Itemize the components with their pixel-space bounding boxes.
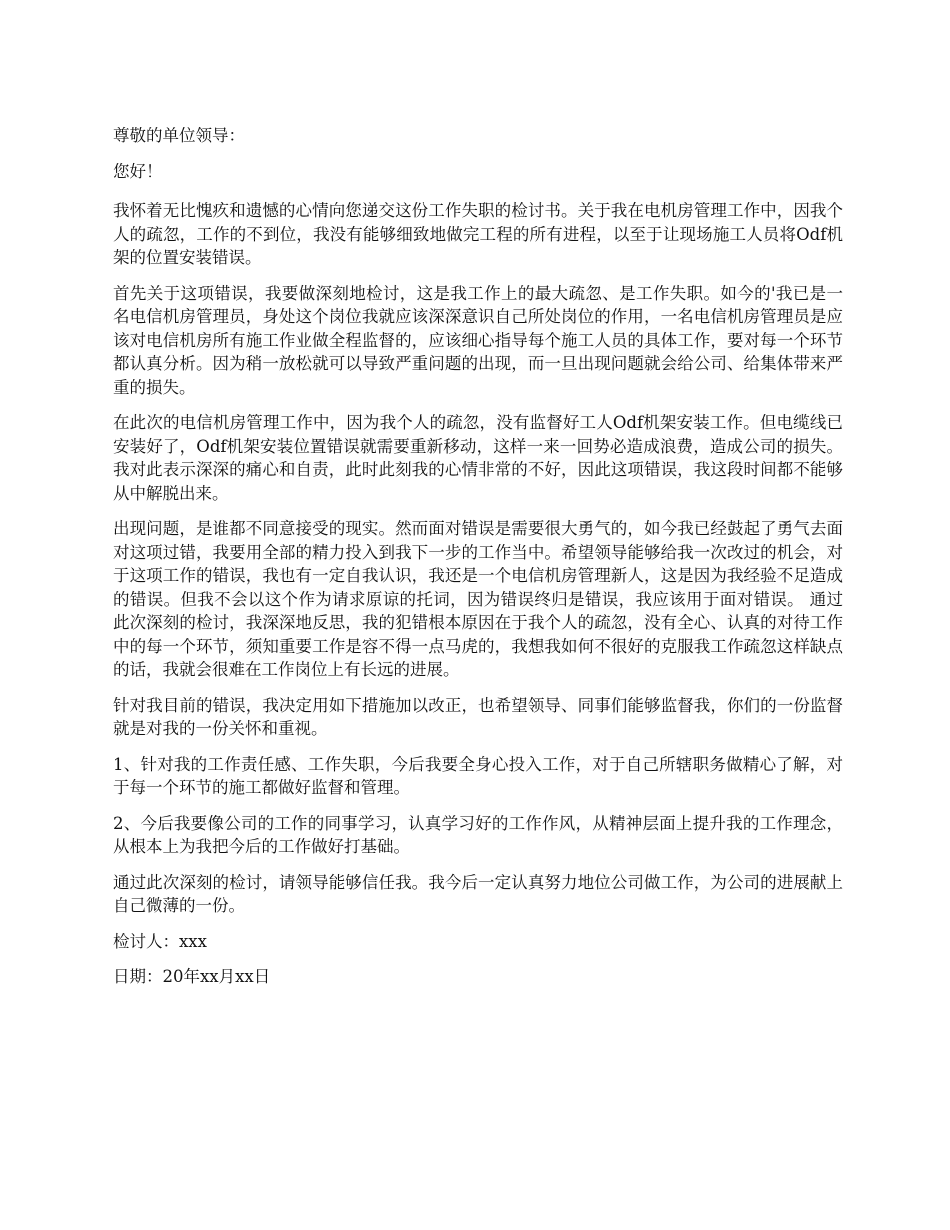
paragraph-measures-intro: 针对我目前的错误，我决定用如下措施加以改正，也希望领导、同事们能够监督我，你们的一份监督就是对我的一份关怀和重视。 [113,695,843,738]
date: 日期：20年xx月xx日 [113,967,271,986]
paragraph-measure-2: 2、今后我要像公司的工作的同事学习，认真学习好的工作作风，从精神层面上提升我的工作理念，从根本上为我把今后的工作做好打基础。 [113,813,843,856]
paragraph-incident: 在此次的电信机房管理工作中，因为我个人的疏忽，没有监督好工人Odf机架安装工作。但电缆线已安装好了，Odf机架安装位置错误就需要重新移动，这样一来一回势必造成浪费，造成公司的损失。我对此表示深深的痛心和自责，此时此刻我的心情非常的不好，因此这项错误，我这段时间都不能够从中解脱出来。 [113,413,843,503]
paragraph-closing: 通过此次深刻的检讨，请领导能够信任我。我今后一定认真努力地位公司做工作，为公司的进展献上自己微薄的一份。 [113,872,843,915]
document-body [113,124,843,1001]
paragraph-measure-1: 1、针对我的工作责任感、工作失职，今后我要全身心投入工作，对于自己所辖职务做精心了解，对于每一个环节的施工都做好监督和管理。 [113,754,843,797]
paragraph-intro: 我怀着无比愧疚和遗憾的心情向您递交这份工作失职的检讨书。关于我在电机房管理工作中，因我个人的疏忽，工作的不到位，我没有能够细致地做完工程的所有进程，以至于让现场施工人员将Odf机架的位置安装错误。 [113,201,843,267]
signer: 检讨人：xxx [113,931,207,951]
greeting: 您好！ [113,161,163,181]
paragraph-reflection: 出现问题，是谁都不同意接受的现实。然而面对错误是需要很大勇气的，如今我已经鼓起了勇气去面对这项过错，我要用全部的精力投入到我下一步的工作当中。希望领导能够给我一次改过的机会，对于这项工作的错误，我也有一定自我认识，我还是一个电信机房管理新人，这是因为我经验不足造成的错误。但我不会以这个作为请求原谅的托词，因为错误终归是错误，我应该用于面对错误。 通过此次深刻的检讨，我深深地反思，我的犯错根本原因在于我个人的疏忽，没有全心、认真的对待工作中的每一个环节，须知重要工作是容不得一点马虎的，我想我如何不很好的克服我工作疏忽这样缺点的话，我就会很难在工作岗位上有长远的进展。 [113,519,843,679]
paragraph-self-review: 首先关于这项错误，我要做深刻地检讨，这是我工作上的最大疏忽、是工作失职。如今的'我已是一名电信机房管理员，身处这个岗位我就应该深深意识自己所处岗位的作用，一名电信机房管理员是应该对电信机房所有施工作业做全程监督的，应该细心指导每个施工人员的具体工作，要对每一个环节都认真分析。因为稍一放松就可以导致严重问题的出现，而一旦出现问题就会给公司、给集体带来严重的损失。 [113,283,843,397]
salutation: 尊敬的单位领导： [113,126,245,145]
